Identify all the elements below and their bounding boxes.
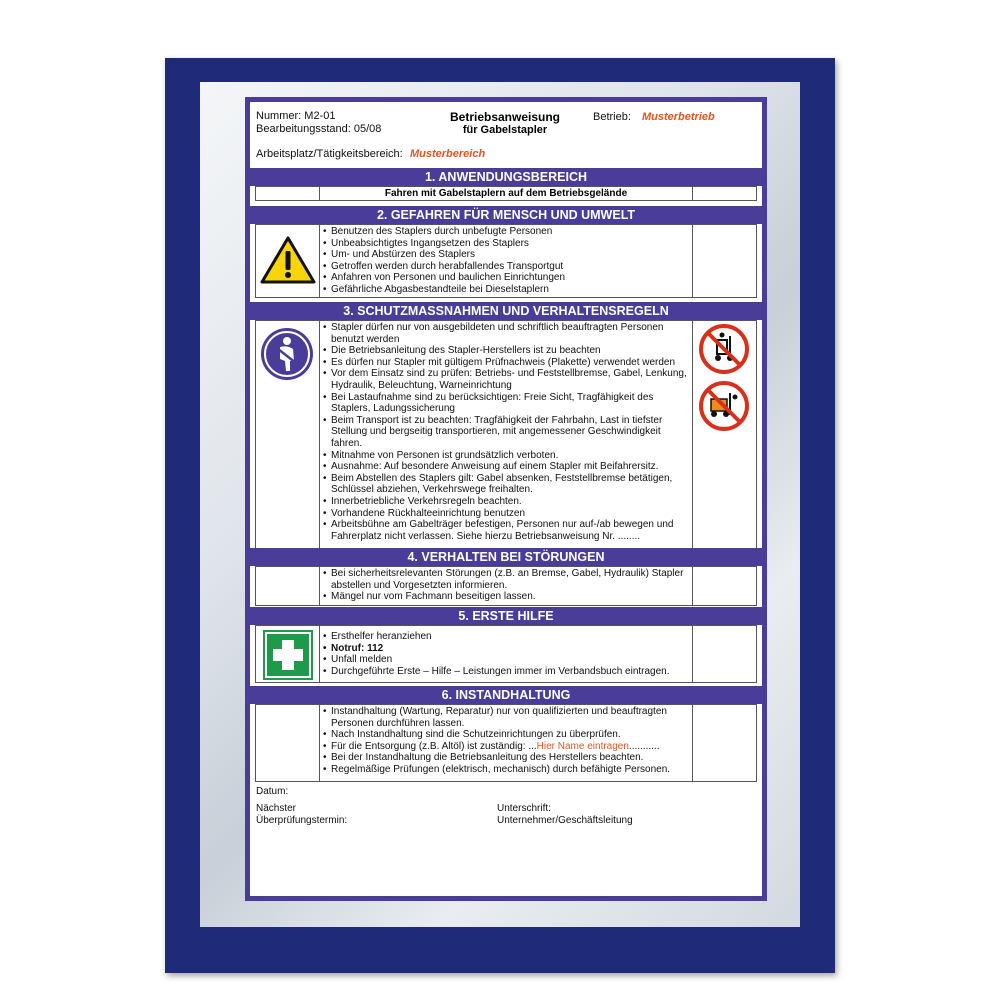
list-item: • Vorhandene Rückhalteeinrichtung benutzen	[322, 508, 690, 520]
warning-icon	[260, 235, 316, 285]
section-2-row	[255, 224, 757, 298]
section-4-list	[322, 568, 690, 603]
section-5-row	[255, 625, 757, 683]
list-item: • Unbeabsichtigtes Ingangsetzen des Staplers	[322, 238, 690, 250]
section-4-row	[255, 566, 757, 606]
list-item: • Um- und Abstürzen des Staplers	[322, 249, 690, 261]
list-item: • Unfall melden	[322, 654, 690, 666]
list-item: • Benutzen des Staplers durch unbefugte Personen	[322, 226, 690, 238]
section-6-title: 6. INSTANDHALTUNG	[250, 686, 762, 704]
arbeitsplatz-label: Arbeitsplatz/Tätigkeitsbereich:	[256, 148, 403, 160]
section-2-list	[322, 226, 690, 296]
list-item: • Gefährliche Abgasbestandteile bei Dieselstaplern	[322, 284, 690, 296]
list-item: • Beim Transport ist zu beachten: Tragfähigkeit der Fahrbahn, Last in tiefster Stellung und bergseitig transportieren, mit angemessener Geschwindigkeit fahren.	[322, 415, 690, 450]
list-item: • Die Betriebsanleitung des Stapler-Herstellers ist zu beachten	[322, 345, 690, 357]
entsorgung-text: Für die Entsorgung (z.B. Altöl) ist zuständig: ...	[331, 740, 537, 752]
list-item: • Vor dem Einsatz sind zu prüfen: Betriebs- und Feststellbremse, Gabel, Lenkung, Hydraulik, Beleuchtung, Warneinrichtung	[322, 368, 690, 391]
entsorgung-dots: ...........	[628, 740, 660, 752]
list-item: • Instandhaltung (Wartung, Reparatur) nur von qualifizierten und beauftragten Personen durchführen lassen.	[322, 706, 690, 729]
list-item: • Innerbetriebliche Verkehrsregeln beachten.	[322, 496, 690, 508]
list-item: • Getroffen werden durch herabfallendes Transportgut	[322, 261, 690, 273]
naechster-label: Nächster	[256, 803, 297, 814]
list-item	[322, 741, 690, 753]
list-item: • Beim Abstellen des Staplers gilt: Gabel absenken, Feststellbremse betätigen, Schlüssel abziehen, Verkehrswege freihalten.	[322, 473, 690, 496]
list-item: • Arbeitsbühne am Gabelträger befestigen, Personen nur auf-/ab bewegen und Fahrerplatz nicht verlassen. Siehe hierzu Betriebsanweisung Nr. ........	[322, 519, 690, 542]
section-1-text: Fahren mit Gabelstaplern auf dem Betriebsgelände	[384, 188, 628, 199]
list-item: • Bei Lastaufnahme sind zu berücksichtigen: Freie Sicht, Tragfähigkeit des Staplers, Ladungssicherung	[322, 392, 690, 415]
section-6-row	[255, 704, 757, 782]
list-item: • Mitnahme von Personen ist grundsätzlich verboten.	[322, 450, 690, 462]
list-item: • Durchgeführte Erste – Hilfe – Leistungen immer im Verbandsbuch eintragen.	[322, 666, 690, 678]
list-item: • Regelmäßige Prüfungen (elektrisch, mechanisch) durch befähigte Personen.	[322, 764, 690, 776]
unterschrift-label: Unterschrift:	[497, 803, 551, 814]
list-item: • Bei der Instandhaltung die Betriebsanleitung des Herstellers beachten.	[322, 752, 690, 764]
list-item: • Mängel nur vom Fachmann beseitigen lassen.	[322, 591, 690, 603]
list-item: • Notruf: 112	[322, 643, 690, 655]
doc-number: Nummer: M2-01	[256, 110, 336, 122]
section-6-list	[322, 706, 690, 776]
section-3-row	[255, 320, 757, 552]
ueberpruefung-label: Überprüfungstermin:	[256, 815, 348, 826]
list-item: • Stapler dürfen nur von ausgebildeten und schriftlich beauftragten Personen benutzt werden	[322, 322, 690, 345]
section-5-title: 5. ERSTE HILFE	[250, 607, 762, 625]
document-sheet	[245, 97, 767, 901]
list-item: • Nach Instandhaltung sind die Schutzeinrichtungen zu überprüfen.	[322, 729, 690, 741]
betrieb-value: Musterbetrieb	[642, 111, 715, 123]
datum-label: Datum:	[256, 786, 289, 797]
section-3-list	[322, 322, 690, 542]
section-5-list	[322, 631, 690, 677]
list-item: • Ausnahme: Auf besondere Anweisung auf einem Stapler mit Beifahrersitz.	[322, 461, 690, 473]
section-2-title: 2. GEFAHREN FÜR MENSCH UND UMWELT	[250, 206, 762, 224]
list-item: • Es dürfen nur Stapler mit gültigem Prüfnachweis (Plakette) verwendet werden	[322, 357, 690, 369]
first-aid-icon	[263, 630, 313, 680]
doc-title: Betriebsanweisung	[449, 110, 561, 124]
arbeitsplatz-value: Musterbereich	[410, 148, 486, 160]
section-1-row	[255, 186, 757, 201]
no-forklift-person-icon	[699, 381, 749, 431]
betrieb-label: Betrieb:	[593, 111, 631, 123]
section-1-title: 1. ANWENDUNGSBEREICH	[250, 168, 762, 186]
no-passenger-icon	[699, 324, 749, 374]
doc-subtitle: für Gabelstapler	[462, 124, 548, 136]
wear-seatbelt-icon	[260, 327, 314, 381]
list-item: • Bei sicherheitsrelevanten Störungen (z.B. an Bremse, Gabel, Hydraulik) Stapler abstellen und Vorgesetzten informieren.	[322, 568, 690, 591]
section-4-title: 4. VERHALTEN BEI STÖRUNGEN	[250, 548, 762, 566]
list-item: • Anfahren von Personen und baulichen Einrichtungen	[322, 272, 690, 284]
unternehmer-label: Unternehmer/Geschäftsleitung	[497, 815, 633, 826]
entsorgung-name: Hier Name eintragen	[536, 740, 629, 752]
list-item: • Ersthelfer heranziehen	[322, 631, 690, 643]
section-3-title: 3. SCHUTZMASSNAHMEN UND VERHALTENSREGELN	[250, 302, 762, 320]
doc-revision: Bearbeitungsstand: 05/08	[256, 123, 382, 135]
